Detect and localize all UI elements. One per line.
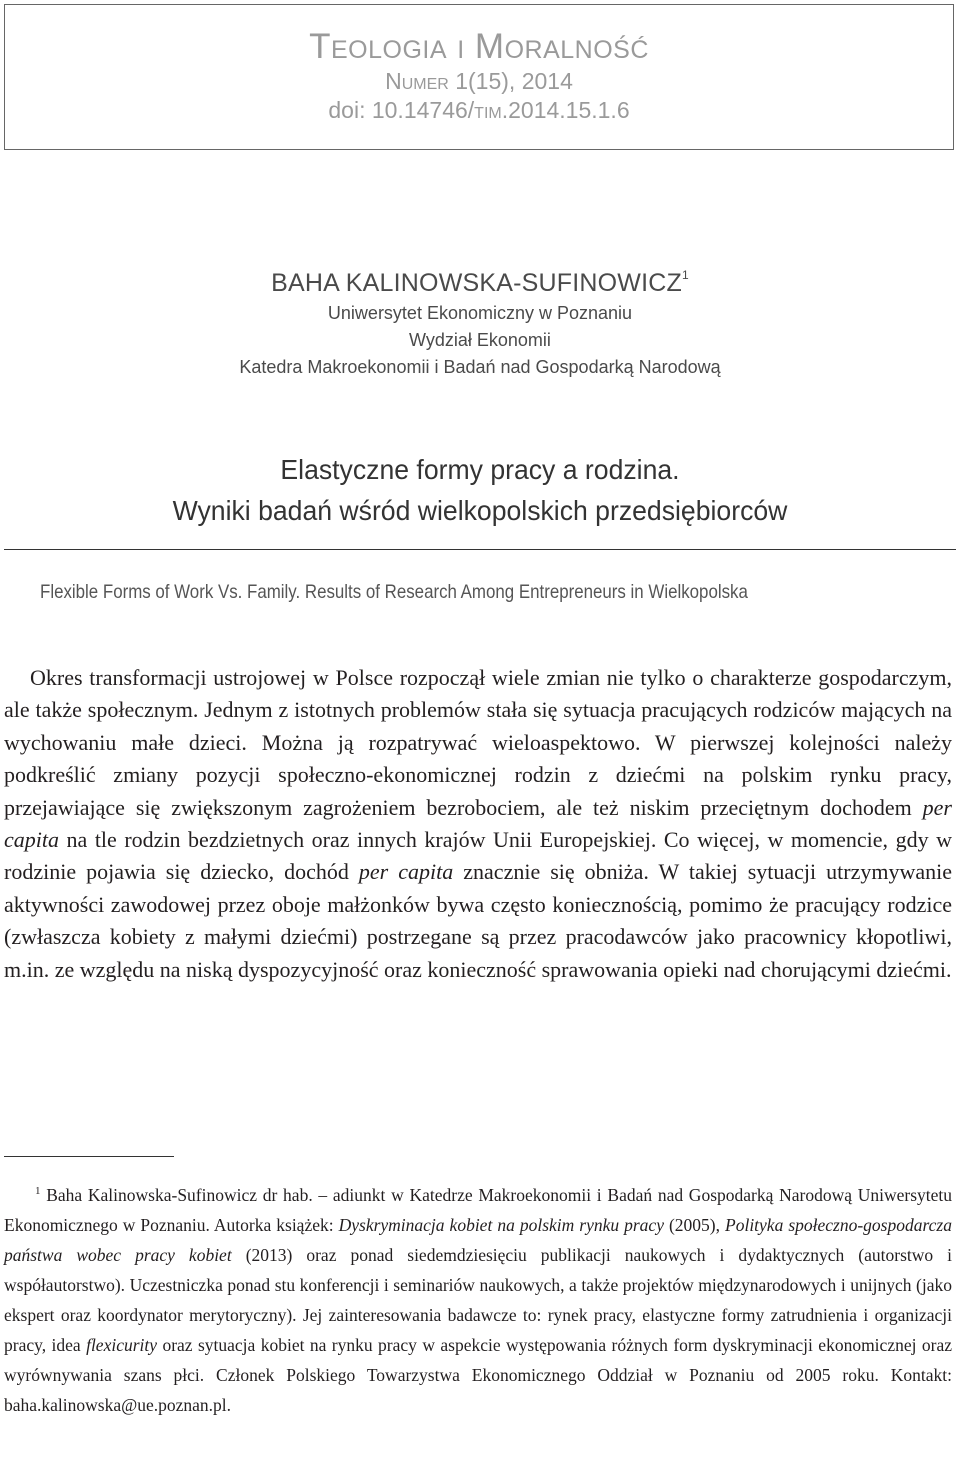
affiliation-department: Katedra Makroekonomii i Badań nad Gospodarką Narodową xyxy=(239,357,721,377)
body-text-2: na tle rodzin bezdzietnych oraz innych krajów Unii Europejskiej. Co więcej, w momencie, gdy w rodzinie pojawia się dziecko, dochód xyxy=(4,827,952,885)
footnote xyxy=(4,1176,952,1420)
author-name: BAHA KALINOWSKA-SUFINOWICZ xyxy=(271,269,682,297)
footnote-text-3: (2013) oraz ponad siedemdziesięciu publikacji naukowych i dydaktycznych (autorstwo i współautorstwo). Uczestniczka ponad stu konferencji i seminariów naukowych, a także projektów międzynarodowych i unijnych (jako ekspert oraz koordynator merytoryczny). Jej zainteresowania badawcze to: rynek pracy, elastyczne formy zatrudnienia i organizacji pracy, idea xyxy=(4,1245,952,1355)
body-paragraph xyxy=(4,662,952,986)
footnote-book-title-2: Polityka społeczno-gospodarcza państwa wobec pracy kobiet xyxy=(4,1215,952,1265)
journal-doi xyxy=(5,96,953,125)
body-text-1: Okres transformacji ustrojowej w Polsce rozpoczął wiele zmian nie tylko o charakterze gospodarczym, ale także społecznym. Jednym z istotnych problemów stała się sytuacja pracujących rodziców mających na wychowaniu małe dzieci. Można ją rozpatrywać wieloaspektowo. W pierwszej kolejności należy podkreślić zmiany pozycji społeczno-ekonomicznej rodzin z dziećmi na polskim rynku pracy, przejawiające się zwiększonym zagrożeniem bezrobociem, ale też niskim przeciętnym dochodem xyxy=(4,665,952,820)
title-pl-line-1: Elastyczne formy pracy a rodzina. xyxy=(280,454,680,485)
footnote-separator xyxy=(4,1156,174,1157)
doi-suffix: .2014.15.1.6 xyxy=(501,97,630,123)
article-title-en: Flexible Forms of Work Vs. Family. Results of Research Among Entrepreneurs in Wielkopolska xyxy=(40,582,748,603)
author-footnote-mark[interactable]: 1 xyxy=(681,268,689,282)
journal-header xyxy=(4,4,954,150)
author-block xyxy=(0,258,960,381)
footnote-italic-term: flexicurity xyxy=(86,1335,158,1355)
affiliation-university: Uniwersytet Ekonomiczny w Poznaniu xyxy=(327,303,633,323)
footnote-text-2: (2005), xyxy=(663,1215,726,1235)
body-italic-2: per capita xyxy=(358,859,454,885)
doi-prefix: doi: 10.14746/ xyxy=(328,97,475,123)
journal-title: Teologia i Moralność xyxy=(309,27,649,66)
footnote-text-1: Baha Kalinowska-Sufinowicz dr hab. – adiunkt w Katedrze Makroekonomii i Badań nad Gospodarką Narodową Uniwersytetu Ekonomicznego w Poznaniu. Autorka książek: xyxy=(4,1185,952,1235)
body-text-3: znacznie się obniża. W takiej sytuacji utrzymywanie aktywności zawodowej przez oboje małżonków bywa często koniecznością, pomimo że pracujący rodzice (zwłaszcza kobiety z małymi dziećmi) postrzegane są przez pracodawców jako pracownicy kłopotliwi, m.in. ze względu na niską dyspozycyjność oraz konieczność sprawowania opieki nad chorującymi dziećmi. xyxy=(4,859,952,982)
journal-issue: Numer 1(15), 2014 xyxy=(385,68,573,94)
article-title-pl xyxy=(24,449,936,531)
footnote-text-4: oraz sytuacja kobiet na rynku pracy w aspekcie występowania różnych form dyskryminacji ekonomicznej oraz wyrównywania szans płci. Członek Polskiego Towarzystwa Ekonomicznego Oddział w Poznaniu od 2005 roku. Kontakt: baha.kalinowska@ue.poznan.pl. xyxy=(4,1335,952,1415)
footnote-mark: 1 xyxy=(35,1185,41,1197)
title-pl-line-2: Wyniki badań wśród wielkopolskich przedsiębiorców xyxy=(172,495,788,526)
affiliation-faculty: Wydział Ekonomii xyxy=(409,330,551,350)
title-divider xyxy=(4,549,956,550)
doi-journal-code: tim xyxy=(474,97,502,123)
author-name-line xyxy=(0,258,960,300)
footnote-book-title-1: Dyskryminacja kobiet na polskim rynku pracy xyxy=(338,1215,664,1235)
body-italic-1: per capita xyxy=(4,794,952,853)
